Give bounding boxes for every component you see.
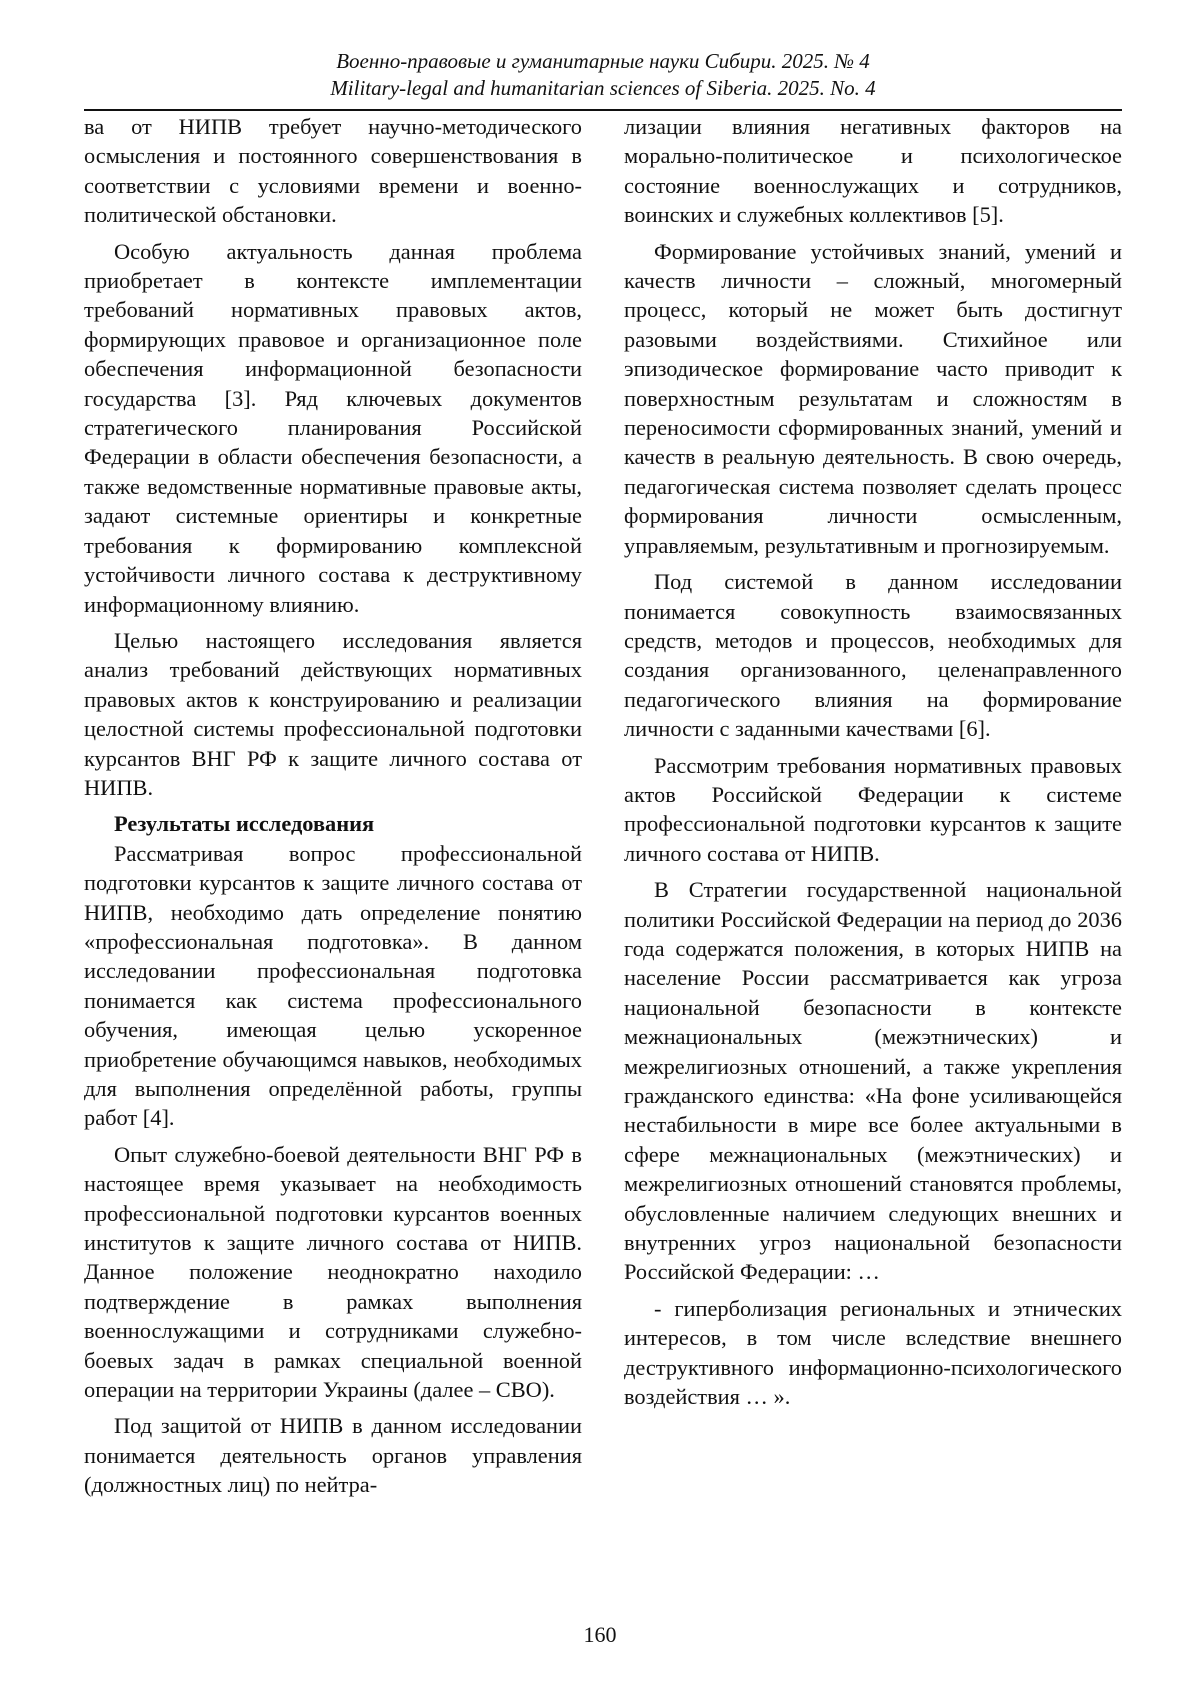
paragraph: Формирование устойчивых знаний, умений и качеств личности – сложный, многомерный процесс, который не может быть достигнут разовыми воздействиями. Стихийное или эпизодическое формирование часто приводит к поверхностным результатам и сложностям в переносимости сформированных знаний, умений и качеств в реальную деятельность. В свою очередь, педагогическая система позволяет сделать процесс формирования личности осмысленным, управляемым, результативным и прогнозируемым. — [624, 238, 1122, 558]
header-title-ru: Военно-правовые и гуманитарные науки Сибири. 2025. № 4 — [336, 49, 870, 73]
paragraph: Под системой в данном исследовании понимается совокупность взаимосвязанных средств, методов и процессов, необходимых для создания организованного, целенаправленного педагогического влияния на формирование личности с заданными качествами [6]. — [624, 569, 1122, 742]
header-rule — [84, 109, 1122, 111]
left-column — [84, 112, 582, 1507]
paragraph: Опыт служебно-боевой деятельности ВНГ РФ в настоящее время указывает на необходимость профессиональной подготовки курсантов военных институтов к защите личного состава от НИПВ. Данное положение неоднократно находило подтверждение в рамках выполнения военнослужащими и сотрудниками служебно-боевых задач в рамках специальной военной операции на территории Украины (далее – СВО). — [84, 1141, 582, 1403]
section-heading: Результаты исследования — [114, 811, 375, 837]
paragraph: - гиперболизация региональных и этнических интересов, в том числе вследствие внешнего деструктивного информационно-психологического воздействия … ». — [624, 1295, 1122, 1410]
paragraph: В Стратегии государственной национальной политики Российской Федерации на период до 2036 года содержатся положения, в которых НИПВ на население России рассматривается как угроза национальной безопасности в контексте межнациональных (межэтнических) и межрелигиозных отношений, а также укрепления гражданского единства: «На фоне усиливающейся нестабильности в мире все более актуальными в сфере межнациональных (межэтнических) и межрелигиозных отношений становятся проблемы, обусловленные наличием следующих внешних и внутренних угроз национальной безопасности Российской Федерации: … — [624, 877, 1122, 1285]
paragraph: Особую актуальность данная проблема приобретает в контексте имплементации требований нормативных правовых актов, формирующих правовое и организационное поле обеспечения информационной безопасности государства [3]. Ряд ключевых документов стратегического планирования Российской Федерации в области обеспечения безопасности, а также ведомственные нормативные правовые акты, задают системные ориентиры и конкретные требования к формированию комплексной устойчивости личного состава к деструктивному информационному влиянию. — [84, 238, 582, 617]
page-number: 160 — [583, 1622, 617, 1647]
running-header — [84, 48, 1122, 102]
paragraph: Рассмотрим требования нормативных правовых актов Российской Федерации к системе профессиональной подготовки курсантов к защите личного состава от НИПВ. — [624, 752, 1122, 866]
paragraph: ва от НИПВ требует научно-методического осмысления и постоянного совершенствования в соответствии с условиями времени и военно-политической обстановки. — [84, 114, 582, 228]
paragraph: лизации влияния негативных факторов на морально-политическое и психологическое состояние военнослужащих и сотрудников, воинских и служебных коллективов [5]. — [624, 114, 1122, 228]
paragraph: Целью настоящего исследования является анализ требований действующих нормативных правовых актов к конструированию и реализации целостной системы профессиональной подготовки курсантов ВНГ РФ к защите личного состава от НИПВ. — [84, 627, 582, 800]
paragraph: Под защитой от НИПВ в данном исследовании понимается деятельность органов управления (должностных лиц) по нейтра- — [84, 1413, 582, 1498]
header-title-en: Military-legal and humanitarian sciences of Siberia. 2025. No. 4 — [330, 76, 876, 100]
right-column — [624, 112, 1122, 1418]
paragraph: Рассматривая вопрос профессиональной подготовки курсантов к защите личного состава от НИПВ, необходимо дать определение понятию «профессиональная подготовка». В данном исследовании профессиональная подготовка понимается как система профессионального обучения, имеющая целью ускоренное приобретение обучающимся навыков, необходимых для выполнения определённой работы, группы работ [4]. — [84, 840, 582, 1131]
